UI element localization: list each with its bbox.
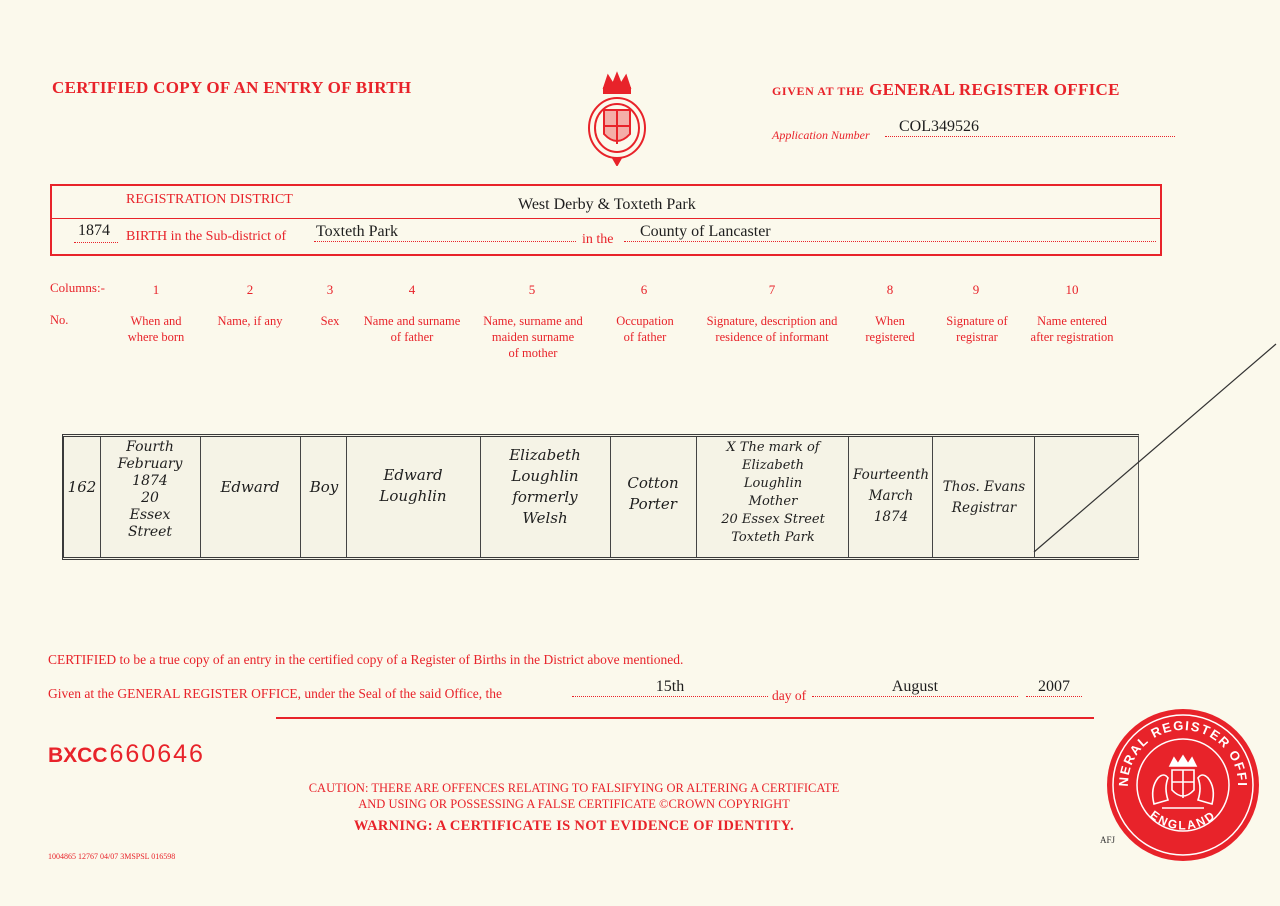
column-number-7: 7 <box>768 282 776 297</box>
office-title <box>772 80 1120 100</box>
no-label: No. <box>50 313 69 327</box>
column-number-8: 8 <box>886 282 894 297</box>
day-of-label: day of <box>772 688 807 703</box>
caution-text <box>276 780 872 812</box>
entry-table <box>62 434 1139 560</box>
entry-name: Edward <box>220 478 280 496</box>
serial-number <box>48 740 205 769</box>
subdistrict-label: BIRTH in the Sub-district of <box>126 229 287 244</box>
table-divider <box>346 437 347 557</box>
column-number-2: 2 <box>246 282 254 297</box>
red-rule <box>276 717 1094 719</box>
column-number-1: 1 <box>152 282 160 297</box>
table-divider <box>200 437 201 557</box>
certification-day: 15th <box>572 678 768 697</box>
table-divider <box>610 437 611 557</box>
column-number-5: 5 <box>528 282 536 297</box>
serial-digits: 660646 <box>109 740 205 768</box>
in-the-label: in the <box>582 232 614 247</box>
county-value: County of Lancaster <box>624 223 1156 242</box>
registration-district-label: REGISTRATION DISTRICT <box>126 192 293 207</box>
table-divider <box>100 437 101 557</box>
caution-line-2: AND USING OR POSSESSING A FALSE CERTIFICATE ©CROWN COPYRIGHT <box>358 797 790 811</box>
column-number-10: 10 <box>1065 282 1079 297</box>
certified-statement: CERTIFIED to be a true copy of an entry in the certified copy of a Register of Births in the District above mentioned. <box>48 652 684 667</box>
registration-box <box>50 184 1162 256</box>
entry-registrar: Thos. Evans Registrar <box>942 479 1026 516</box>
registration-district-value: West Derby & Toxteth Park <box>518 196 696 213</box>
entry-informant: X The mark of Elizabeth Loughlin Mother 20 Essex Street Toxteth Park <box>721 440 825 545</box>
column-heading-when-registered: When registered <box>865 314 915 344</box>
office-seal-icon <box>1106 708 1260 862</box>
seal-text-bottom: ENGLAND <box>1147 807 1219 833</box>
warning-text: WARNING: A CERTIFICATE IS NOT EVIDENCE OF IDENTITY. <box>353 818 795 834</box>
entry-occupation: Cotton Porter <box>627 474 679 513</box>
column-heading-sex: Sex <box>320 314 340 328</box>
column-number-3: 3 <box>326 282 334 297</box>
column-heading-informant: Signature, description and residence of informant <box>706 314 838 344</box>
serial-prefix: BXCC <box>48 744 108 767</box>
column-heading-when-where-born: When and where born <box>127 314 185 344</box>
caution-line-1: CAUTION: THERE ARE OFFENCES RELATING TO FALSIFYING OR ALTERING A CERTIFICATE <box>308 781 840 795</box>
column-heading-father: Name and surname of father <box>363 314 461 344</box>
given-statement: Given at the GENERAL REGISTER OFFICE, under the Seal of the said Office, the <box>48 686 503 701</box>
entry-father: Edward Loughlin <box>379 466 447 505</box>
seal-text-top: NERAL REGISTER OFFI <box>1115 717 1251 788</box>
form-code: 1004865 12767 04/07 3MSPSL 016598 <box>48 852 176 861</box>
registration-divider <box>52 218 1160 219</box>
subdistrict-value: Toxteth Park <box>314 223 576 242</box>
column-number-9: 9 <box>972 282 980 297</box>
column-heading-name: Name, if any <box>217 314 283 328</box>
column-heading-name-after: Name entered after registration <box>1030 314 1114 344</box>
entry-mother: Elizabeth Loughlin formerly Welsh <box>509 446 581 527</box>
table-divider <box>696 437 697 557</box>
table-divider <box>300 437 301 557</box>
registration-year: 1874 <box>78 222 110 239</box>
entry-sex: Boy <box>309 478 339 496</box>
office-title-prefix: GIVEN AT THE <box>772 84 865 98</box>
year-underline <box>74 242 118 243</box>
table-divider <box>932 437 933 557</box>
table-divider <box>480 437 481 557</box>
column-heading-occupation: Occupation of father <box>616 314 674 344</box>
office-title-main: GENERAL REGISTER OFFICE <box>869 80 1120 99</box>
entry-when-registered: Fourteenth March 1874 <box>852 467 930 525</box>
certification-year: 2007 <box>1026 678 1082 697</box>
cancel-diagonal-line <box>1030 340 1280 555</box>
column-number-4: 4 <box>408 282 416 297</box>
royal-crest-icon <box>582 70 652 166</box>
entry-no: 162 <box>67 478 97 496</box>
column-number-6: 6 <box>640 282 648 297</box>
column-heading-registrar: Signature of registrar <box>946 314 1008 344</box>
column-heading-mother: Name, surname and maiden surname of mother <box>483 314 583 360</box>
certificate-title: CERTIFIED COPY OF AN ENTRY OF BIRTH <box>52 78 412 97</box>
application-number-label: Application Number <box>772 128 870 142</box>
table-divider <box>848 437 849 557</box>
columns-label: Columns:- <box>50 280 105 295</box>
entry-when-where-born: Fourth February 1874 20 Essex Street <box>117 439 183 540</box>
clerk-initials: AFJ <box>1100 835 1116 845</box>
application-number: COL349526 <box>885 118 1175 137</box>
certification-month: August <box>812 678 1018 697</box>
